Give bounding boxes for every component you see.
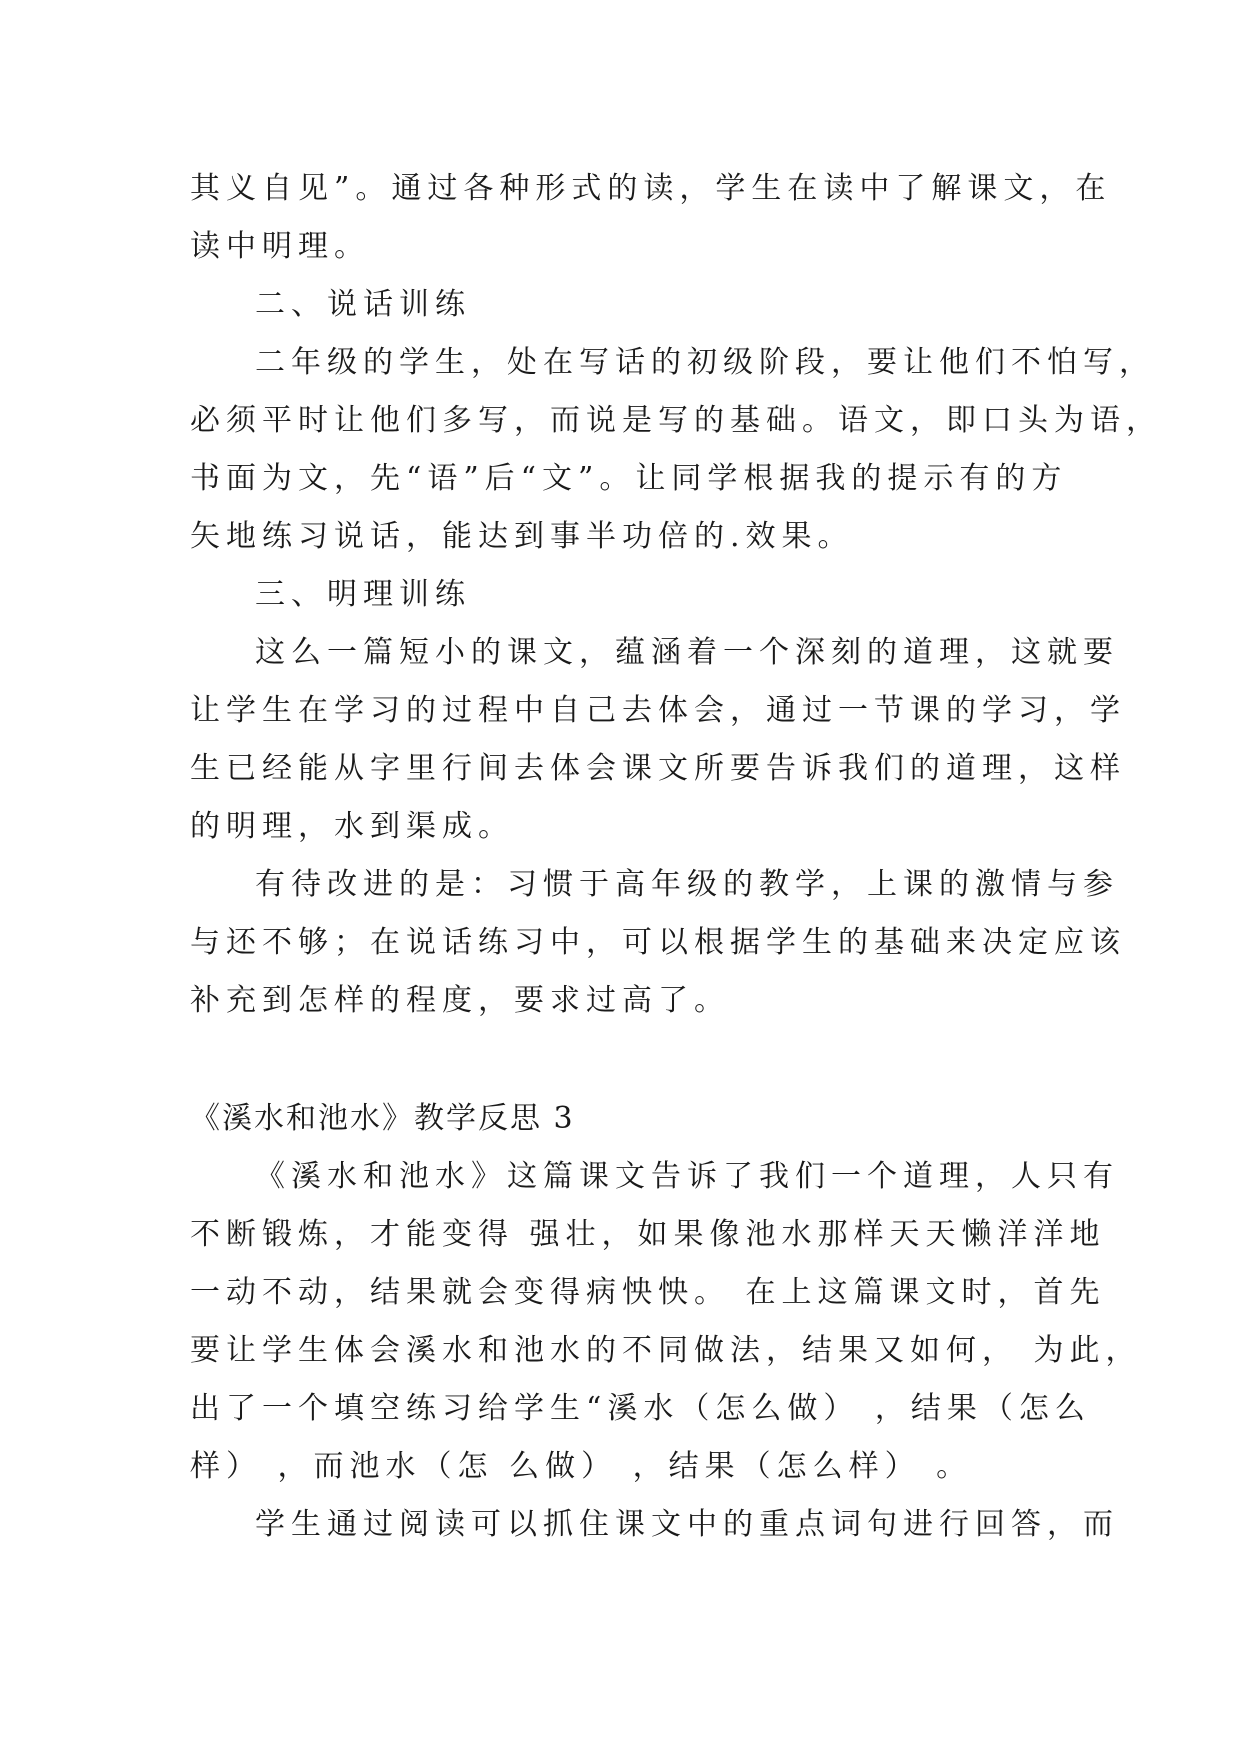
text-line: 与还不够；在说话练习中，可以根据学生的基础来决定应该 [190,925,1126,960]
heading-line: 三、明理训练 [255,577,471,612]
paragraph [190,1148,1142,1496]
text-line: 学生通过阅读可以抓住课文中的重点词句进行回答，而 [255,1507,1119,1542]
heading-line: 二、说话训练 [255,287,471,322]
text-line: 样） ，而池水（怎 么做） ，结果（怎么样） 。 [190,1449,973,1484]
section-heading [190,276,1050,334]
text-line: 书面为文，先“语”后“文”。让同学根据我的提示有的方 [190,461,1068,496]
section-title: 《溪水和池水》教学反思 3 [190,1101,575,1136]
text-line: 必须平时让他们多写，而说是写的基础。语文，即口头为语， [190,403,1162,438]
text-line: 的明理，水到渠成。 [190,809,514,844]
text-line: 一动不动，结果就会变得病怏怏。 在上这篇课文时，首先 [190,1275,1106,1310]
spacer [190,1030,1050,1090]
paragraph [190,1496,1119,1554]
paragraph [190,624,1126,856]
paragraph [190,160,1112,276]
text-line: 出了一个填空练习给学生“溪水（怎么做） ，结果（怎么 [190,1391,1091,1426]
paragraph [190,856,1126,1030]
paragraph [190,334,1162,566]
text-line: 读中明理。 [190,229,370,264]
text-line: 二年级的学生，处在写话的初级阶段，要让他们不怕写， [255,345,1155,380]
text-line: 要让学生体会溪水和池水的不同做法，结果又如何， 为此， [190,1333,1142,1368]
text-line: 补充到怎样的程度，要求过高了。 [190,983,730,1018]
text-line: 让学生在学习的过程中自己去体会，通过一节课的学习，学 [190,693,1126,728]
section-heading [190,566,1050,624]
text-line: 不断锻炼，才能变得 强壮，如果像池水那样天天懒洋洋地 [190,1217,1106,1252]
document-page [190,160,1162,1554]
text-line: 有待改进的是：习惯于高年级的教学，上课的激情与参 [255,867,1119,902]
text-line: 其义自见”。通过各种形式的读，学生在读中了解课文，在 [190,171,1112,206]
text-line: 矢地练习说话，能达到事半功倍的.效果。 [190,519,854,554]
text-line: 生已经能从字里行间去体会课文所要告诉我们的道理，这样 [190,751,1126,786]
text-line: 这么一篇短小的课文，蕴涵着一个深刻的道理，这就要 [255,635,1119,670]
text-line: 《溪水和池水》这篇课文告诉了我们一个道理，人只有 [255,1159,1119,1194]
